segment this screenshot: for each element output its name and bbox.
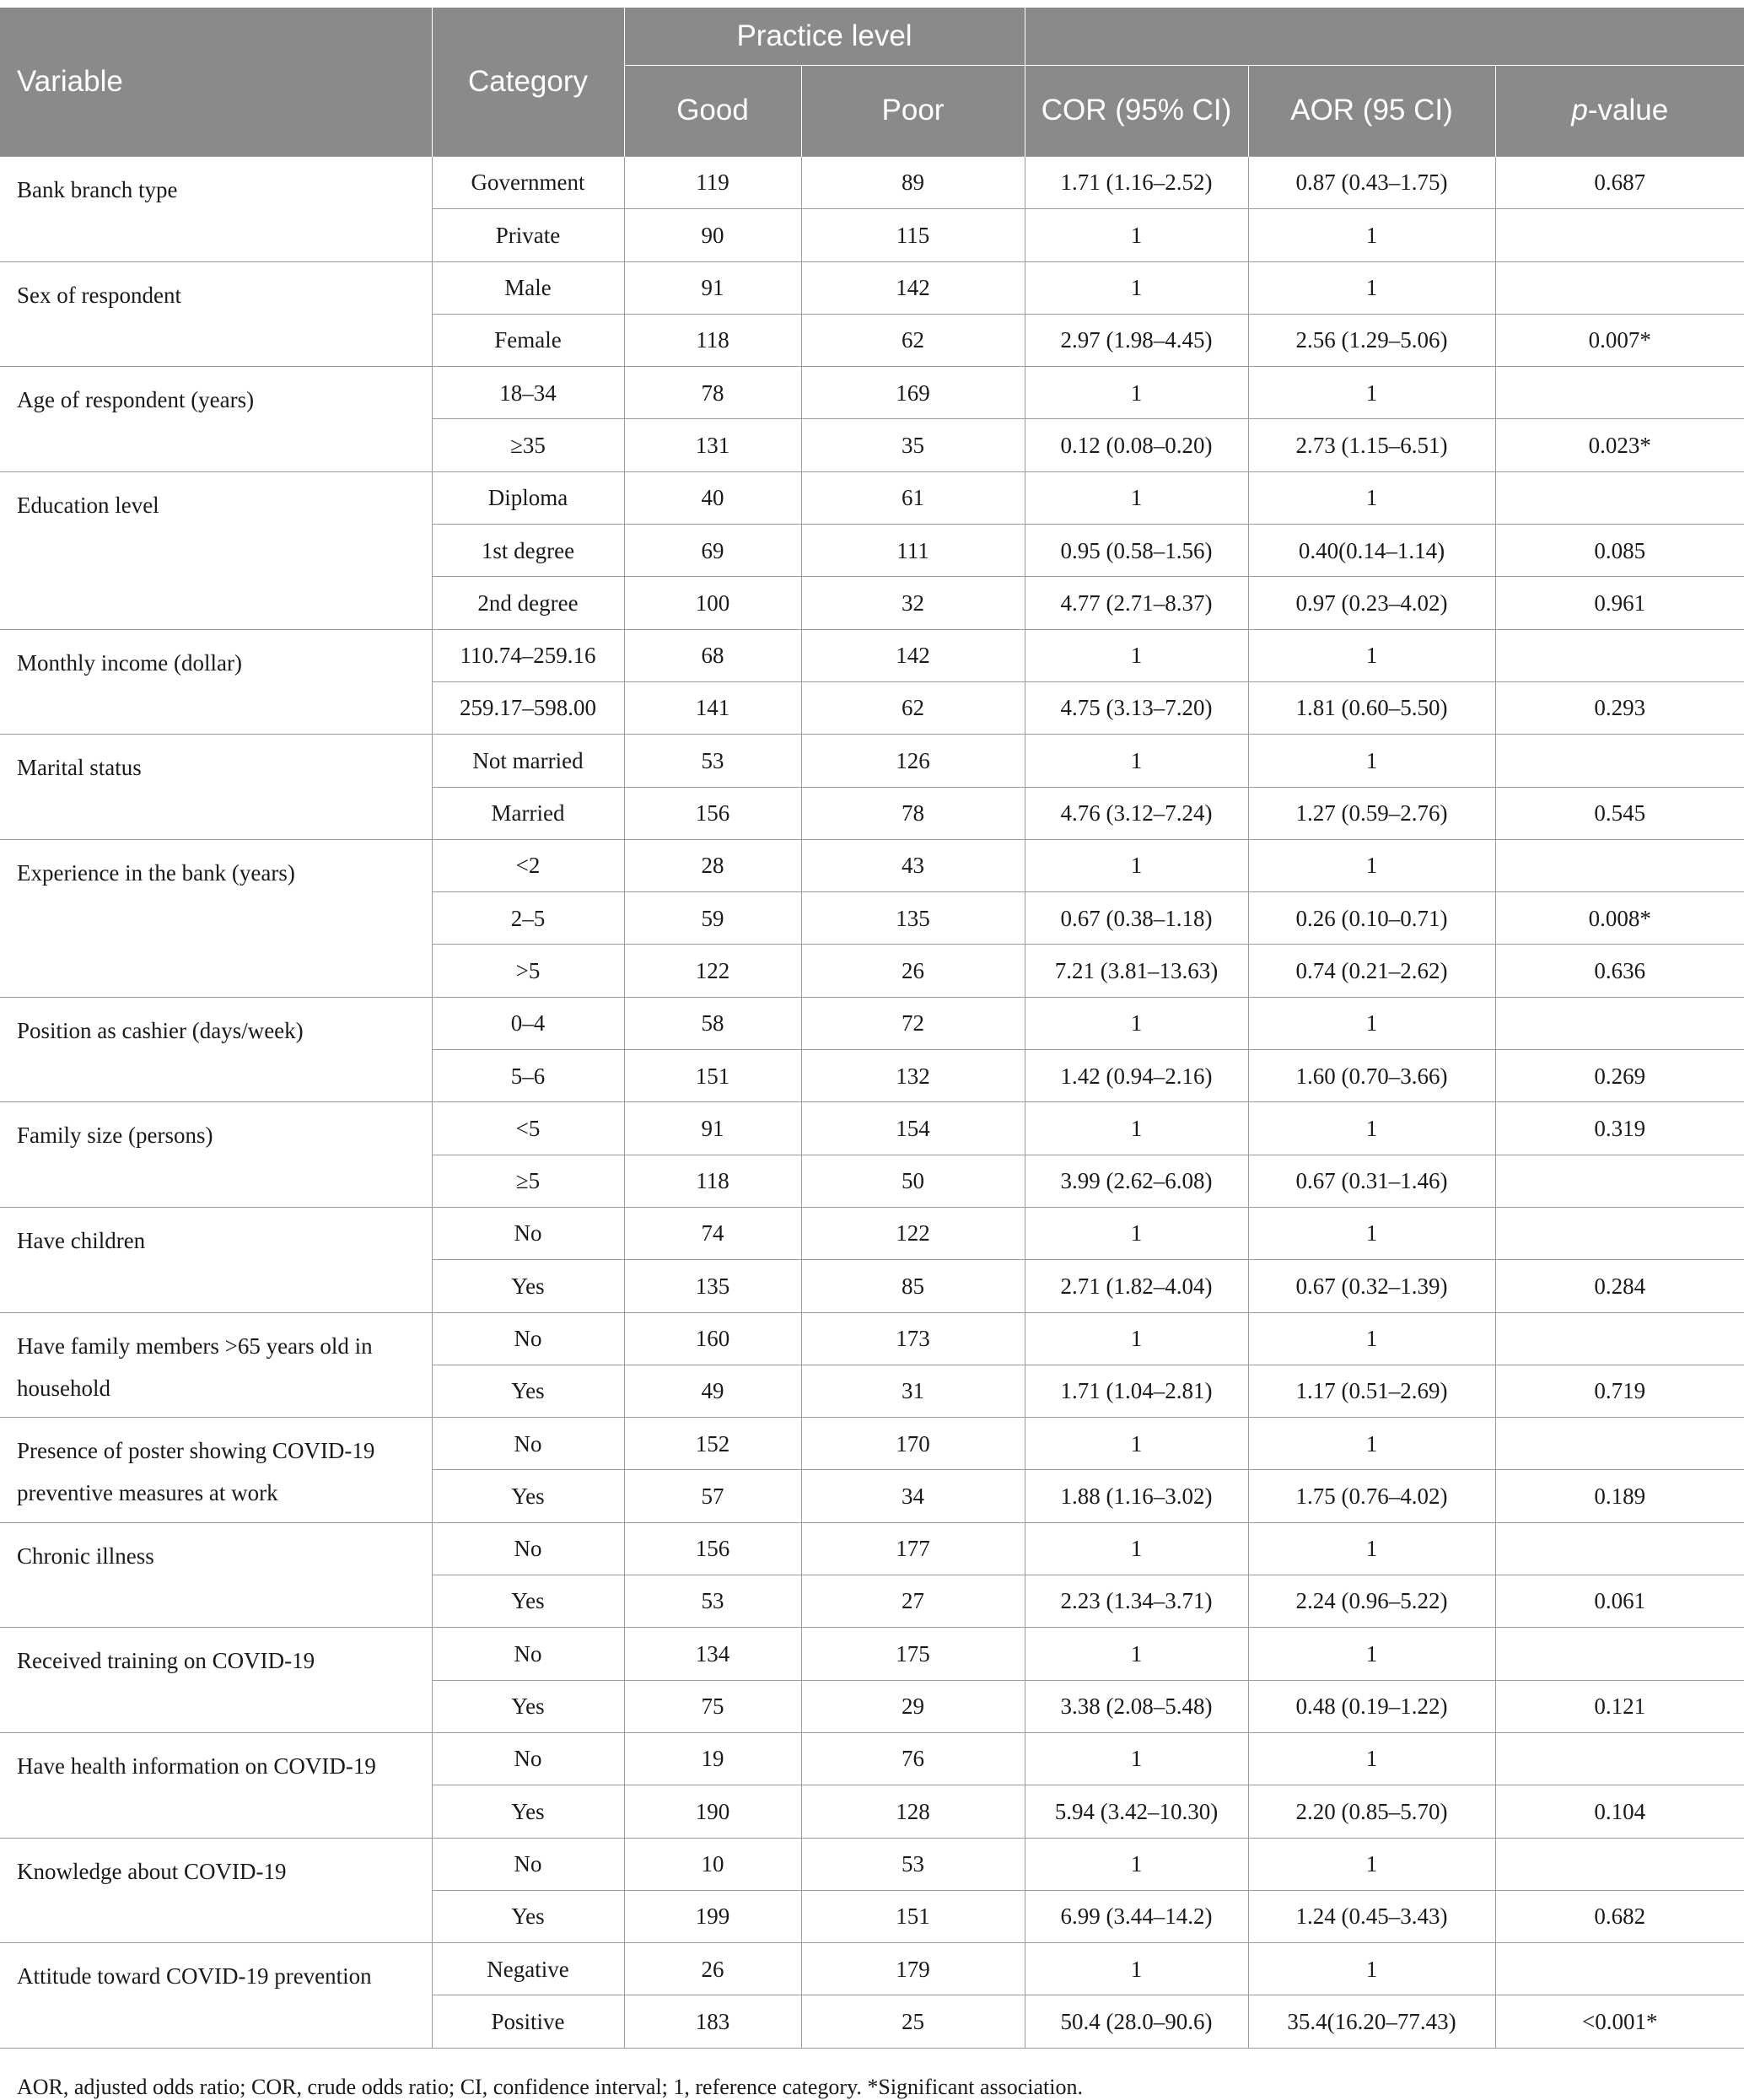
poor-count-cell: 169 xyxy=(801,367,1025,419)
poor-count-cell: 35 xyxy=(801,419,1025,471)
cor-cell: 1 xyxy=(1025,1522,1248,1575)
good-count-cell: 151 xyxy=(624,1050,801,1102)
category-cell: Government xyxy=(432,157,624,209)
table-row xyxy=(0,1418,1744,1470)
variable-cell: Age of respondent (years) xyxy=(0,367,432,472)
category-cell: 2nd degree xyxy=(432,577,624,629)
aor-cell: 1.60 (0.70–3.66) xyxy=(1248,1050,1495,1102)
aor-cell: 0.67 (0.32–1.39) xyxy=(1248,1260,1495,1312)
aor-cell: 2.73 (1.15–6.51) xyxy=(1248,419,1495,471)
category-cell: Negative xyxy=(432,1943,624,1995)
good-count-cell: 74 xyxy=(624,1207,801,1259)
p-value-cell xyxy=(1495,735,1744,787)
p-value-cell xyxy=(1495,839,1744,891)
category-cell: 110.74–259.16 xyxy=(432,629,624,681)
cor-cell: 6.99 (3.44–14.2) xyxy=(1025,1890,1248,1942)
p-value-cell: 0.008* xyxy=(1495,892,1744,945)
poor-count-cell: 43 xyxy=(801,839,1025,891)
cor-cell: 1 xyxy=(1025,1943,1248,1995)
table-body xyxy=(0,157,1744,2049)
category-cell: Yes xyxy=(432,1260,624,1312)
p-value-cell: 0.961 xyxy=(1495,577,1744,629)
poor-count-cell: 27 xyxy=(801,1575,1025,1628)
variable-cell: Family size (persons) xyxy=(0,1102,432,1208)
good-count-cell: 100 xyxy=(624,577,801,629)
poor-count-cell: 29 xyxy=(801,1680,1025,1732)
p-value-cell: 0.293 xyxy=(1495,681,1744,734)
header-aor: AOR (95 CI) xyxy=(1248,66,1495,157)
cor-cell: 5.94 (3.42–10.30) xyxy=(1025,1785,1248,1838)
aor-cell: 1 xyxy=(1248,1628,1495,1680)
p-value-cell xyxy=(1495,1522,1744,1575)
header-variable: Variable xyxy=(0,8,432,157)
p-value-cell xyxy=(1495,1943,1744,1995)
header-p-value xyxy=(1495,66,1744,157)
category-cell: No xyxy=(432,1207,624,1259)
table-row xyxy=(0,1312,1744,1365)
good-count-cell: 156 xyxy=(624,787,801,839)
variable-cell: Experience in the bank (years) xyxy=(0,839,432,997)
p-value-cell xyxy=(1495,629,1744,681)
cor-cell: 1 xyxy=(1025,735,1248,787)
category-cell: No xyxy=(432,1418,624,1470)
good-count-cell: 119 xyxy=(624,157,801,209)
aor-cell: 1.17 (0.51–2.69) xyxy=(1248,1365,1495,1417)
good-count-cell: 160 xyxy=(624,1312,801,1365)
aor-cell: 1 xyxy=(1248,1102,1495,1155)
aor-cell: 0.67 (0.31–1.46) xyxy=(1248,1155,1495,1207)
header-spacer xyxy=(1025,8,1744,66)
good-count-cell: 91 xyxy=(624,261,801,314)
category-cell: Yes xyxy=(432,1785,624,1838)
cor-cell: 1 xyxy=(1025,629,1248,681)
p-value-cell: 0.284 xyxy=(1495,1260,1744,1312)
category-cell: Yes xyxy=(432,1680,624,1732)
category-cell: Married xyxy=(432,787,624,839)
cor-cell: 2.71 (1.82–4.04) xyxy=(1025,1260,1248,1312)
poor-count-cell: 151 xyxy=(801,1890,1025,1942)
variable-cell: Have children xyxy=(0,1207,432,1312)
poor-count-cell: 50 xyxy=(801,1155,1025,1207)
cor-cell: 1 xyxy=(1025,471,1248,524)
header-p-italic: p xyxy=(1571,94,1588,127)
category-cell: Private xyxy=(432,209,624,261)
category-cell: ≥35 xyxy=(432,419,624,471)
aor-cell: 1 xyxy=(1248,997,1495,1049)
poor-count-cell: 25 xyxy=(801,1995,1025,2048)
cor-cell: 7.21 (3.81–13.63) xyxy=(1025,945,1248,997)
good-count-cell: 78 xyxy=(624,367,801,419)
poor-count-cell: 122 xyxy=(801,1207,1025,1259)
cor-cell: 4.77 (2.71–8.37) xyxy=(1025,577,1248,629)
poor-count-cell: 72 xyxy=(801,997,1025,1049)
p-value-cell: 0.007* xyxy=(1495,314,1744,366)
cor-cell: 1 xyxy=(1025,209,1248,261)
aor-cell: 0.87 (0.43–1.75) xyxy=(1248,157,1495,209)
p-value-cell: 0.682 xyxy=(1495,1890,1744,1942)
p-value-cell: 0.085 xyxy=(1495,525,1744,577)
aor-cell: 1.75 (0.76–4.02) xyxy=(1248,1470,1495,1522)
variable-cell: Education level xyxy=(0,471,432,629)
poor-count-cell: 135 xyxy=(801,892,1025,945)
cor-cell: 2.23 (1.34–3.71) xyxy=(1025,1575,1248,1628)
table-row xyxy=(0,1943,1744,1995)
results-table xyxy=(0,7,1744,2049)
cor-cell: 1.88 (1.16–3.02) xyxy=(1025,1470,1248,1522)
poor-count-cell: 126 xyxy=(801,735,1025,787)
results-table-container xyxy=(0,7,1744,2099)
aor-cell: 2.24 (0.96–5.22) xyxy=(1248,1575,1495,1628)
category-cell: 2–5 xyxy=(432,892,624,945)
poor-count-cell: 61 xyxy=(801,471,1025,524)
aor-cell: 1.81 (0.60–5.50) xyxy=(1248,681,1495,734)
p-value-cell: 0.269 xyxy=(1495,1050,1744,1102)
cor-cell: 1 xyxy=(1025,1418,1248,1470)
cor-cell: 1 xyxy=(1025,261,1248,314)
poor-count-cell: 132 xyxy=(801,1050,1025,1102)
p-value-cell: 0.061 xyxy=(1495,1575,1744,1628)
cor-cell: 0.95 (0.58–1.56) xyxy=(1025,525,1248,577)
aor-cell: 1 xyxy=(1248,1732,1495,1785)
cor-cell: 0.67 (0.38–1.18) xyxy=(1025,892,1248,945)
category-cell: 5–6 xyxy=(432,1050,624,1102)
p-value-cell xyxy=(1495,1418,1744,1470)
cor-cell: 0.12 (0.08–0.20) xyxy=(1025,419,1248,471)
category-cell: Male xyxy=(432,261,624,314)
aor-cell: 0.97 (0.23–4.02) xyxy=(1248,577,1495,629)
cor-cell: 1 xyxy=(1025,1102,1248,1155)
category-cell: No xyxy=(432,1838,624,1890)
table-row xyxy=(0,1522,1744,1575)
good-count-cell: 53 xyxy=(624,735,801,787)
cor-cell: 1 xyxy=(1025,1312,1248,1365)
good-count-cell: 122 xyxy=(624,945,801,997)
p-value-cell: 0.719 xyxy=(1495,1365,1744,1417)
variable-cell: Marital status xyxy=(0,735,432,840)
poor-count-cell: 170 xyxy=(801,1418,1025,1470)
p-value-cell: 0.023* xyxy=(1495,419,1744,471)
variable-cell: Position as cashier (days/week) xyxy=(0,997,432,1102)
aor-cell: 1 xyxy=(1248,367,1495,419)
aor-cell: 1 xyxy=(1248,629,1495,681)
p-value-cell xyxy=(1495,209,1744,261)
aor-cell: 1 xyxy=(1248,839,1495,891)
category-cell: 1st degree xyxy=(432,525,624,577)
category-cell: No xyxy=(432,1522,624,1575)
cor-cell: 3.38 (2.08–5.48) xyxy=(1025,1680,1248,1732)
aor-cell: 2.56 (1.29–5.06) xyxy=(1248,314,1495,366)
poor-count-cell: 78 xyxy=(801,787,1025,839)
p-value-cell: 0.121 xyxy=(1495,1680,1744,1732)
poor-count-cell: 173 xyxy=(801,1312,1025,1365)
aor-cell: 0.74 (0.21–2.62) xyxy=(1248,945,1495,997)
table-header xyxy=(0,8,1744,157)
aor-cell: 1 xyxy=(1248,261,1495,314)
good-count-cell: 90 xyxy=(624,209,801,261)
good-count-cell: 118 xyxy=(624,314,801,366)
poor-count-cell: 62 xyxy=(801,681,1025,734)
p-value-cell xyxy=(1495,367,1744,419)
cor-cell: 1 xyxy=(1025,367,1248,419)
category-cell: ≥5 xyxy=(432,1155,624,1207)
good-count-cell: 118 xyxy=(624,1155,801,1207)
p-value-cell xyxy=(1495,471,1744,524)
cor-cell: 2.97 (1.98–4.45) xyxy=(1025,314,1248,366)
table-row xyxy=(0,1102,1744,1155)
variable-cell: Sex of respondent xyxy=(0,261,432,367)
aor-cell: 2.20 (0.85–5.70) xyxy=(1248,1785,1495,1838)
p-value-cell xyxy=(1495,997,1744,1049)
aor-cell: 0.40(0.14–1.14) xyxy=(1248,525,1495,577)
variable-cell: Knowledge about COVID-19 xyxy=(0,1838,432,1943)
good-count-cell: 131 xyxy=(624,419,801,471)
cor-cell: 1.71 (1.16–2.52) xyxy=(1025,157,1248,209)
cor-cell: 1.42 (0.94–2.16) xyxy=(1025,1050,1248,1102)
category-cell: No xyxy=(432,1628,624,1680)
variable-cell: Attitude toward COVID-19 prevention xyxy=(0,1943,432,2049)
category-cell: Yes xyxy=(432,1575,624,1628)
category-cell: Yes xyxy=(432,1470,624,1522)
good-count-cell: 19 xyxy=(624,1732,801,1785)
header-p-rest: -value xyxy=(1587,94,1669,127)
table-row xyxy=(0,1207,1744,1259)
poor-count-cell: 175 xyxy=(801,1628,1025,1680)
cor-cell: 1 xyxy=(1025,1628,1248,1680)
poor-count-cell: 76 xyxy=(801,1732,1025,1785)
poor-count-cell: 31 xyxy=(801,1365,1025,1417)
good-count-cell: 59 xyxy=(624,892,801,945)
table-row xyxy=(0,735,1744,787)
good-count-cell: 91 xyxy=(624,1102,801,1155)
table-row xyxy=(0,157,1744,209)
table-row xyxy=(0,839,1744,891)
good-count-cell: 53 xyxy=(624,1575,801,1628)
cor-cell: 1 xyxy=(1025,1838,1248,1890)
aor-cell: 0.26 (0.10–0.71) xyxy=(1248,892,1495,945)
poor-count-cell: 53 xyxy=(801,1838,1025,1890)
good-count-cell: 58 xyxy=(624,997,801,1049)
category-cell: Diploma xyxy=(432,471,624,524)
p-value-cell: 0.319 xyxy=(1495,1102,1744,1155)
table-row xyxy=(0,367,1744,419)
poor-count-cell: 142 xyxy=(801,261,1025,314)
poor-count-cell: 89 xyxy=(801,157,1025,209)
p-value-cell: 0.189 xyxy=(1495,1470,1744,1522)
table-row xyxy=(0,629,1744,681)
poor-count-cell: 111 xyxy=(801,525,1025,577)
poor-count-cell: 32 xyxy=(801,577,1025,629)
table-row xyxy=(0,1838,1744,1890)
p-value-cell xyxy=(1495,1207,1744,1259)
p-value-cell xyxy=(1495,1732,1744,1785)
good-count-cell: 68 xyxy=(624,629,801,681)
p-value-cell: 0.687 xyxy=(1495,157,1744,209)
good-count-cell: 10 xyxy=(624,1838,801,1890)
good-count-cell: 199 xyxy=(624,1890,801,1942)
aor-cell: 0.48 (0.19–1.22) xyxy=(1248,1680,1495,1732)
header-practice-level: Practice level xyxy=(624,8,1025,66)
good-count-cell: 69 xyxy=(624,525,801,577)
aor-cell: 1 xyxy=(1248,735,1495,787)
good-count-cell: 26 xyxy=(624,1943,801,1995)
cor-cell: 4.75 (3.13–7.20) xyxy=(1025,681,1248,734)
category-cell: 0–4 xyxy=(432,997,624,1049)
table-row xyxy=(0,261,1744,314)
poor-count-cell: 128 xyxy=(801,1785,1025,1838)
category-cell: 18–34 xyxy=(432,367,624,419)
cor-cell: 1.71 (1.04–2.81) xyxy=(1025,1365,1248,1417)
header-good: Good xyxy=(624,66,801,157)
header-cor: COR (95% CI) xyxy=(1025,66,1248,157)
category-cell: Female xyxy=(432,314,624,366)
table-row xyxy=(0,997,1744,1049)
category-cell: Yes xyxy=(432,1890,624,1942)
good-count-cell: 28 xyxy=(624,839,801,891)
aor-cell: 1 xyxy=(1248,1418,1495,1470)
table-row xyxy=(0,1732,1744,1785)
variable-cell: Bank branch type xyxy=(0,157,432,262)
p-value-cell: 0.545 xyxy=(1495,787,1744,839)
table-row xyxy=(0,1628,1744,1680)
good-count-cell: 134 xyxy=(624,1628,801,1680)
good-count-cell: 152 xyxy=(624,1418,801,1470)
good-count-cell: 49 xyxy=(624,1365,801,1417)
aor-cell: 1 xyxy=(1248,1943,1495,1995)
header-category: Category xyxy=(432,8,624,157)
p-value-cell: <0.001* xyxy=(1495,1995,1744,2048)
p-value-cell xyxy=(1495,1628,1744,1680)
cor-cell: 50.4 (28.0–90.6) xyxy=(1025,1995,1248,2048)
table-row xyxy=(0,471,1744,524)
cor-cell: 3.99 (2.62–6.08) xyxy=(1025,1155,1248,1207)
good-count-cell: 57 xyxy=(624,1470,801,1522)
category-cell: 259.17–598.00 xyxy=(432,681,624,734)
good-count-cell: 156 xyxy=(624,1522,801,1575)
aor-cell: 1 xyxy=(1248,1207,1495,1259)
cor-cell: 1 xyxy=(1025,839,1248,891)
cor-cell: 1 xyxy=(1025,997,1248,1049)
aor-cell: 1 xyxy=(1248,209,1495,261)
variable-cell: Chronic illness xyxy=(0,1522,432,1628)
poor-count-cell: 177 xyxy=(801,1522,1025,1575)
p-value-cell xyxy=(1495,1312,1744,1365)
variable-cell: Have family members >65 years old in household xyxy=(0,1312,432,1418)
poor-count-cell: 142 xyxy=(801,629,1025,681)
category-cell: No xyxy=(432,1732,624,1785)
cor-cell: 1 xyxy=(1025,1732,1248,1785)
good-count-cell: 135 xyxy=(624,1260,801,1312)
p-value-cell: 0.636 xyxy=(1495,945,1744,997)
aor-cell: 1 xyxy=(1248,1522,1495,1575)
variable-cell: Have health information on COVID-19 xyxy=(0,1732,432,1838)
category-cell: Positive xyxy=(432,1995,624,2048)
aor-cell: 1.24 (0.45–3.43) xyxy=(1248,1890,1495,1942)
p-value-cell: 0.104 xyxy=(1495,1785,1744,1838)
poor-count-cell: 62 xyxy=(801,314,1025,366)
variable-cell: Presence of poster showing COVID-19 preventive measures at work xyxy=(0,1418,432,1523)
table-footnote: AOR, adjusted odds ratio; COR, crude odds ratio; CI, confidence interval; 1, reference category. *Significant association. xyxy=(17,2075,1083,2099)
p-value-cell xyxy=(1495,1155,1744,1207)
aor-cell: 1 xyxy=(1248,1312,1495,1365)
aor-cell: 1 xyxy=(1248,1838,1495,1890)
poor-count-cell: 154 xyxy=(801,1102,1025,1155)
category-cell: >5 xyxy=(432,945,624,997)
header-poor: Poor xyxy=(801,66,1025,157)
poor-count-cell: 34 xyxy=(801,1470,1025,1522)
aor-cell: 35.4(16.20–77.43) xyxy=(1248,1995,1495,2048)
category-cell: <5 xyxy=(432,1102,624,1155)
poor-count-cell: 179 xyxy=(801,1943,1025,1995)
category-cell: Not married xyxy=(432,735,624,787)
poor-count-cell: 85 xyxy=(801,1260,1025,1312)
good-count-cell: 183 xyxy=(624,1995,801,2048)
aor-cell: 1.27 (0.59–2.76) xyxy=(1248,787,1495,839)
variable-cell: Received training on COVID-19 xyxy=(0,1628,432,1733)
good-count-cell: 141 xyxy=(624,681,801,734)
poor-count-cell: 115 xyxy=(801,209,1025,261)
variable-cell: Monthly income (dollar) xyxy=(0,629,432,735)
category-cell: Yes xyxy=(432,1365,624,1417)
good-count-cell: 190 xyxy=(624,1785,801,1838)
category-cell: <2 xyxy=(432,839,624,891)
good-count-cell: 75 xyxy=(624,1680,801,1732)
aor-cell: 1 xyxy=(1248,471,1495,524)
poor-count-cell: 26 xyxy=(801,945,1025,997)
p-value-cell xyxy=(1495,261,1744,314)
p-value-cell xyxy=(1495,1838,1744,1890)
category-cell: No xyxy=(432,1312,624,1365)
cor-cell: 1 xyxy=(1025,1207,1248,1259)
cor-cell: 4.76 (3.12–7.24) xyxy=(1025,787,1248,839)
good-count-cell: 40 xyxy=(624,471,801,524)
